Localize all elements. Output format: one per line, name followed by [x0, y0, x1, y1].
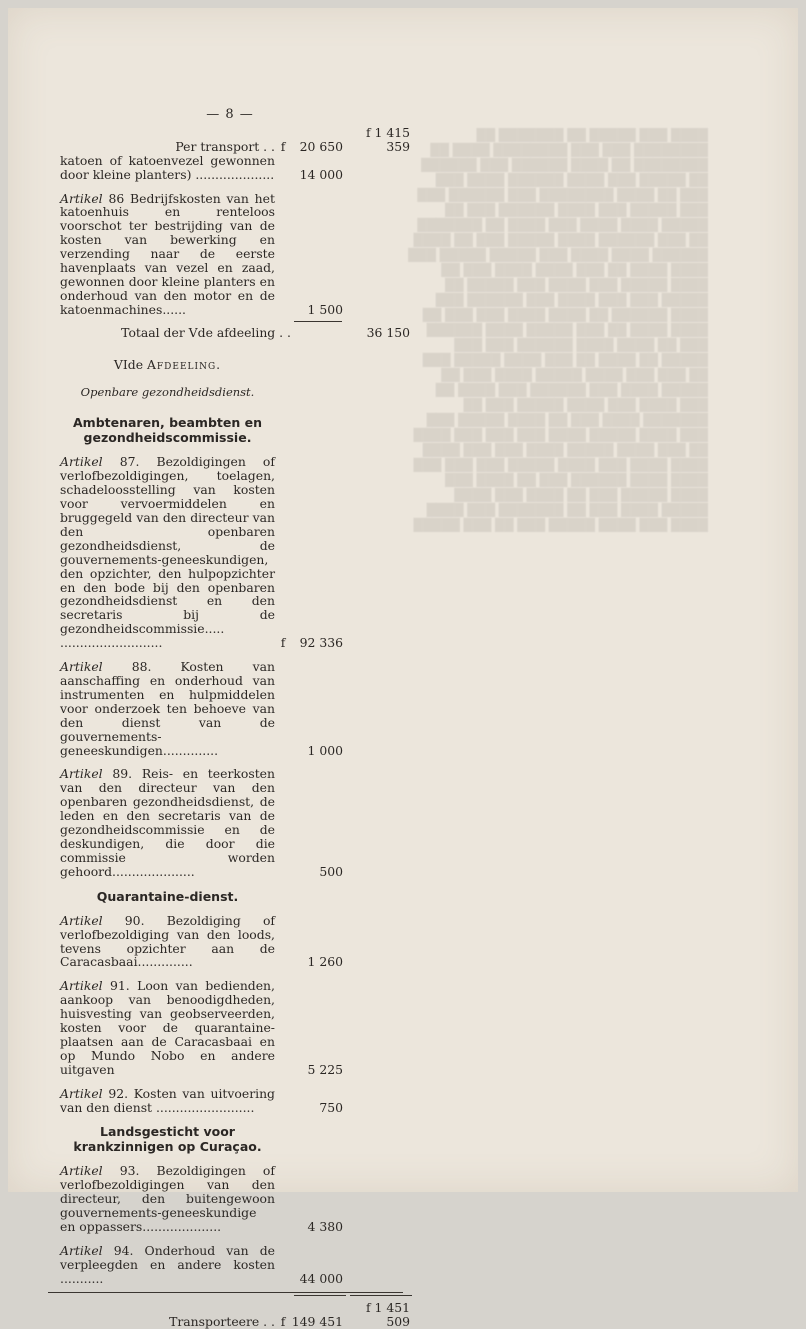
article-92-entry [60, 1087, 410, 1115]
continuation-entry [60, 154, 410, 182]
transport-out-amount2: f 1 451 509 [366, 1299, 410, 1329]
currency-symbol: f [280, 1313, 286, 1329]
budget-column [60, 108, 410, 1329]
transport-in-label: Per transport . . [175, 138, 275, 154]
totaal-v-amount: 36 150 [366, 324, 410, 340]
article-91-entry [60, 979, 410, 1076]
article-91-text: Loon van bedienden, aankoop van benoodigdheden, huisvesting van geobserveerden, kosten voor de quarantaine-plaatsen aan de Caracasbaai en op Mundo Nobo en andere uitgaven [60, 978, 275, 1077]
currency-symbol: f [280, 635, 286, 651]
article-number: 90. [124, 912, 145, 928]
article-87-text: Bezoldigingen of verlofbezoldigingen, toelagen, schadeloosstelling van kosten voor vervoermiddelen en bruggegeld van den directeur van den openbaren gezondheidsdienst, de gouvernements-geneeskundigen, den opzichter, den hulpopzichter en den bode bij den openbaren gezondheidsdienst en den secretaris bij de gezondheidscommissie..... .......................... [60, 454, 275, 651]
article-92-text: Kosten van uitvoering van den dienst ......................... [60, 1085, 275, 1115]
article-label: Artikel [60, 454, 103, 470]
transport-in-amount1: 20 650 [299, 138, 343, 154]
article-89-text: Reis- en teerkosten van den directeur van den openbaren gezondheidsdienst, de leden en den secretaris van de gezondheidscommissie en de deskundigen, die door die commissie worden gehoord..................... [60, 766, 275, 879]
article-94-amount: 44 000 [299, 1270, 343, 1286]
transport-out-amount1: 149 451 [291, 1313, 343, 1329]
article-86-amount: 1 500 [307, 301, 343, 317]
article-93-amount: 4 380 [307, 1219, 343, 1235]
transport-in-amount2: f 1 415 359 [366, 124, 410, 154]
section-heading-quarantaine: Quarantaine-dienst. [96, 888, 239, 904]
afdeeling-name: Afdeeling. [146, 356, 222, 372]
article-87-amount: 92 336 [299, 635, 343, 651]
article-91-amount: 5 225 [307, 1061, 343, 1077]
continuation-text: katoen of katoenvezel gewonnen door kleine planters) .................... [60, 152, 275, 182]
article-88-amount: 1 000 [307, 742, 343, 758]
article-number: 92. [108, 1085, 129, 1101]
article-label: Artikel [60, 766, 103, 782]
article-89-amount: 500 [319, 863, 343, 879]
article-number: 86 [108, 190, 125, 206]
page-number: — 8 — [206, 107, 254, 122]
article-label: Artikel [60, 1085, 103, 1101]
article-label: Artikel [60, 1163, 103, 1179]
document-page [8, 8, 798, 1329]
article-number: 93. [119, 1163, 140, 1179]
totaal-v-row [60, 326, 410, 340]
article-number: 87. [119, 454, 140, 470]
article-label: Artikel [60, 190, 103, 206]
afdeeling-subtitle: Openbare gezondheidsdienst. [80, 384, 255, 399]
continuation-amount: 14 000 [299, 166, 343, 182]
article-label: Artikel [60, 659, 103, 675]
article-89-entry [60, 767, 410, 878]
article-86-entry [60, 192, 410, 317]
bleed-through-texture: ████ ███ █████ ██ ███████ ██ ████████ ███ ███ ████████ ████ ██ ████████ ██ ████ ██████ ███ ██████ ██ █████ ███ ████ ██████ ████ ███ ███ ██ ████ ████████ ███ ██████ ███ ███ █████ ███ ████ ██████ ███ ██ █████ ████ ████ ███ ████ ██ ███████ ██ ███ ██████ ████ █████ ███ ██ ████ ██████ ████ ████ ███ █████ █████ ███ ████ ████ ██ ███ ████ ████ ███ ██ ████ █████ ███ ████ ███ █████ ██ █████ ███ ███ ████ ███ ██████ ███ ████ ██████ ██ ████ ████ ███ ███ ██ ████ ████ ██ ███ █████ ████ ██████ ███ ██ ████ ████ ██████ ███ ███ █████ ██ ████ ██ ███ ████ █████ ███ ██ ███ ███ ████ █████ ████ ███ ██ █████ ████ ███ ██████ ███ ████ ██ ███ ████ ███ ████ █████ ███ ██ ███████ ████ ███ ██ ████ █████ ███ ███ ████ █████ ████ ███ ███ ███ ████ ██ ███ ████ █████ ████ ███ ███ ████ ████ ████ ███ ████ █████ ███ ███ ███ ████ ████ ██████ ███ ██ ████ ███ ████ █████ ███ ██ ████ ███ ████ █████ ████ ███ ██ ███████ ███ ████ ████ ███ ████ █████ ███ ██ ███ █████ [408, 128, 708, 532]
article-label: Artikel [60, 978, 103, 994]
transport-in-row [60, 126, 410, 154]
article-94-entry [60, 1244, 410, 1286]
article-label: Artikel [60, 1243, 103, 1258]
totaal-v-label: Totaal der Vde afdeeling . . [121, 324, 291, 340]
article-93-text: Bezoldigingen of verlofbezoldigingen van den directeur, den buitengewoon gouvernements-geneeskundige en oppassers.................... [60, 1163, 275, 1235]
article-87-entry [60, 455, 410, 650]
article-90-amount: 1 260 [307, 954, 343, 970]
afdeeling-heading [60, 358, 275, 372]
transport-out-label: Transporteere . . [169, 1313, 275, 1329]
article-90-text: Bezoldiging of verlofbezoldiging van den loods, tevens opzichter aan de Caracasbaai.............. [60, 912, 275, 970]
section-heading-landsgesticht: Landsgesticht voor krankzinnigen op Curaçao. [73, 1124, 262, 1155]
subtotal-rule [294, 321, 342, 322]
transport-out-row [60, 1301, 410, 1329]
article-93-entry [60, 1164, 410, 1234]
article-number: 88. [131, 659, 152, 675]
article-94-text: Onderhoud van de verpleegden en andere kosten ........... [60, 1243, 275, 1286]
afdeeling-prefix: VIde [113, 356, 144, 372]
currency-symbol: f [280, 138, 286, 154]
article-88-text: Kosten van aanschaffing en onderhoud van instrumenten en hulpmiddelen voor onderzoek ten behoeve van den dienst van de gouvernements-geneeskundigen.............. [60, 659, 275, 758]
article-92-amount: 750 [319, 1099, 343, 1115]
article-90-entry [60, 914, 410, 970]
article-number: 89. [112, 766, 133, 782]
article-88-entry [60, 660, 410, 757]
article-number: 94. [113, 1243, 134, 1258]
total-rule [60, 1292, 410, 1297]
article-label: Artikel [60, 912, 103, 928]
section-heading-ambtenaren: Ambtenaren, beambten en gezondheidscommissie. [73, 415, 262, 446]
article-number: 91. [110, 978, 130, 994]
article-86-text: Bedrijfskosten van het katoenhuis en renteloos voorschot ter bestrijding van de kosten van bewerking en verzending naar de eerste havenplaats van vezel en zaad, gewonnen door kleine planters en onderhoud van den motor en de katoenmachines...... [60, 190, 275, 317]
